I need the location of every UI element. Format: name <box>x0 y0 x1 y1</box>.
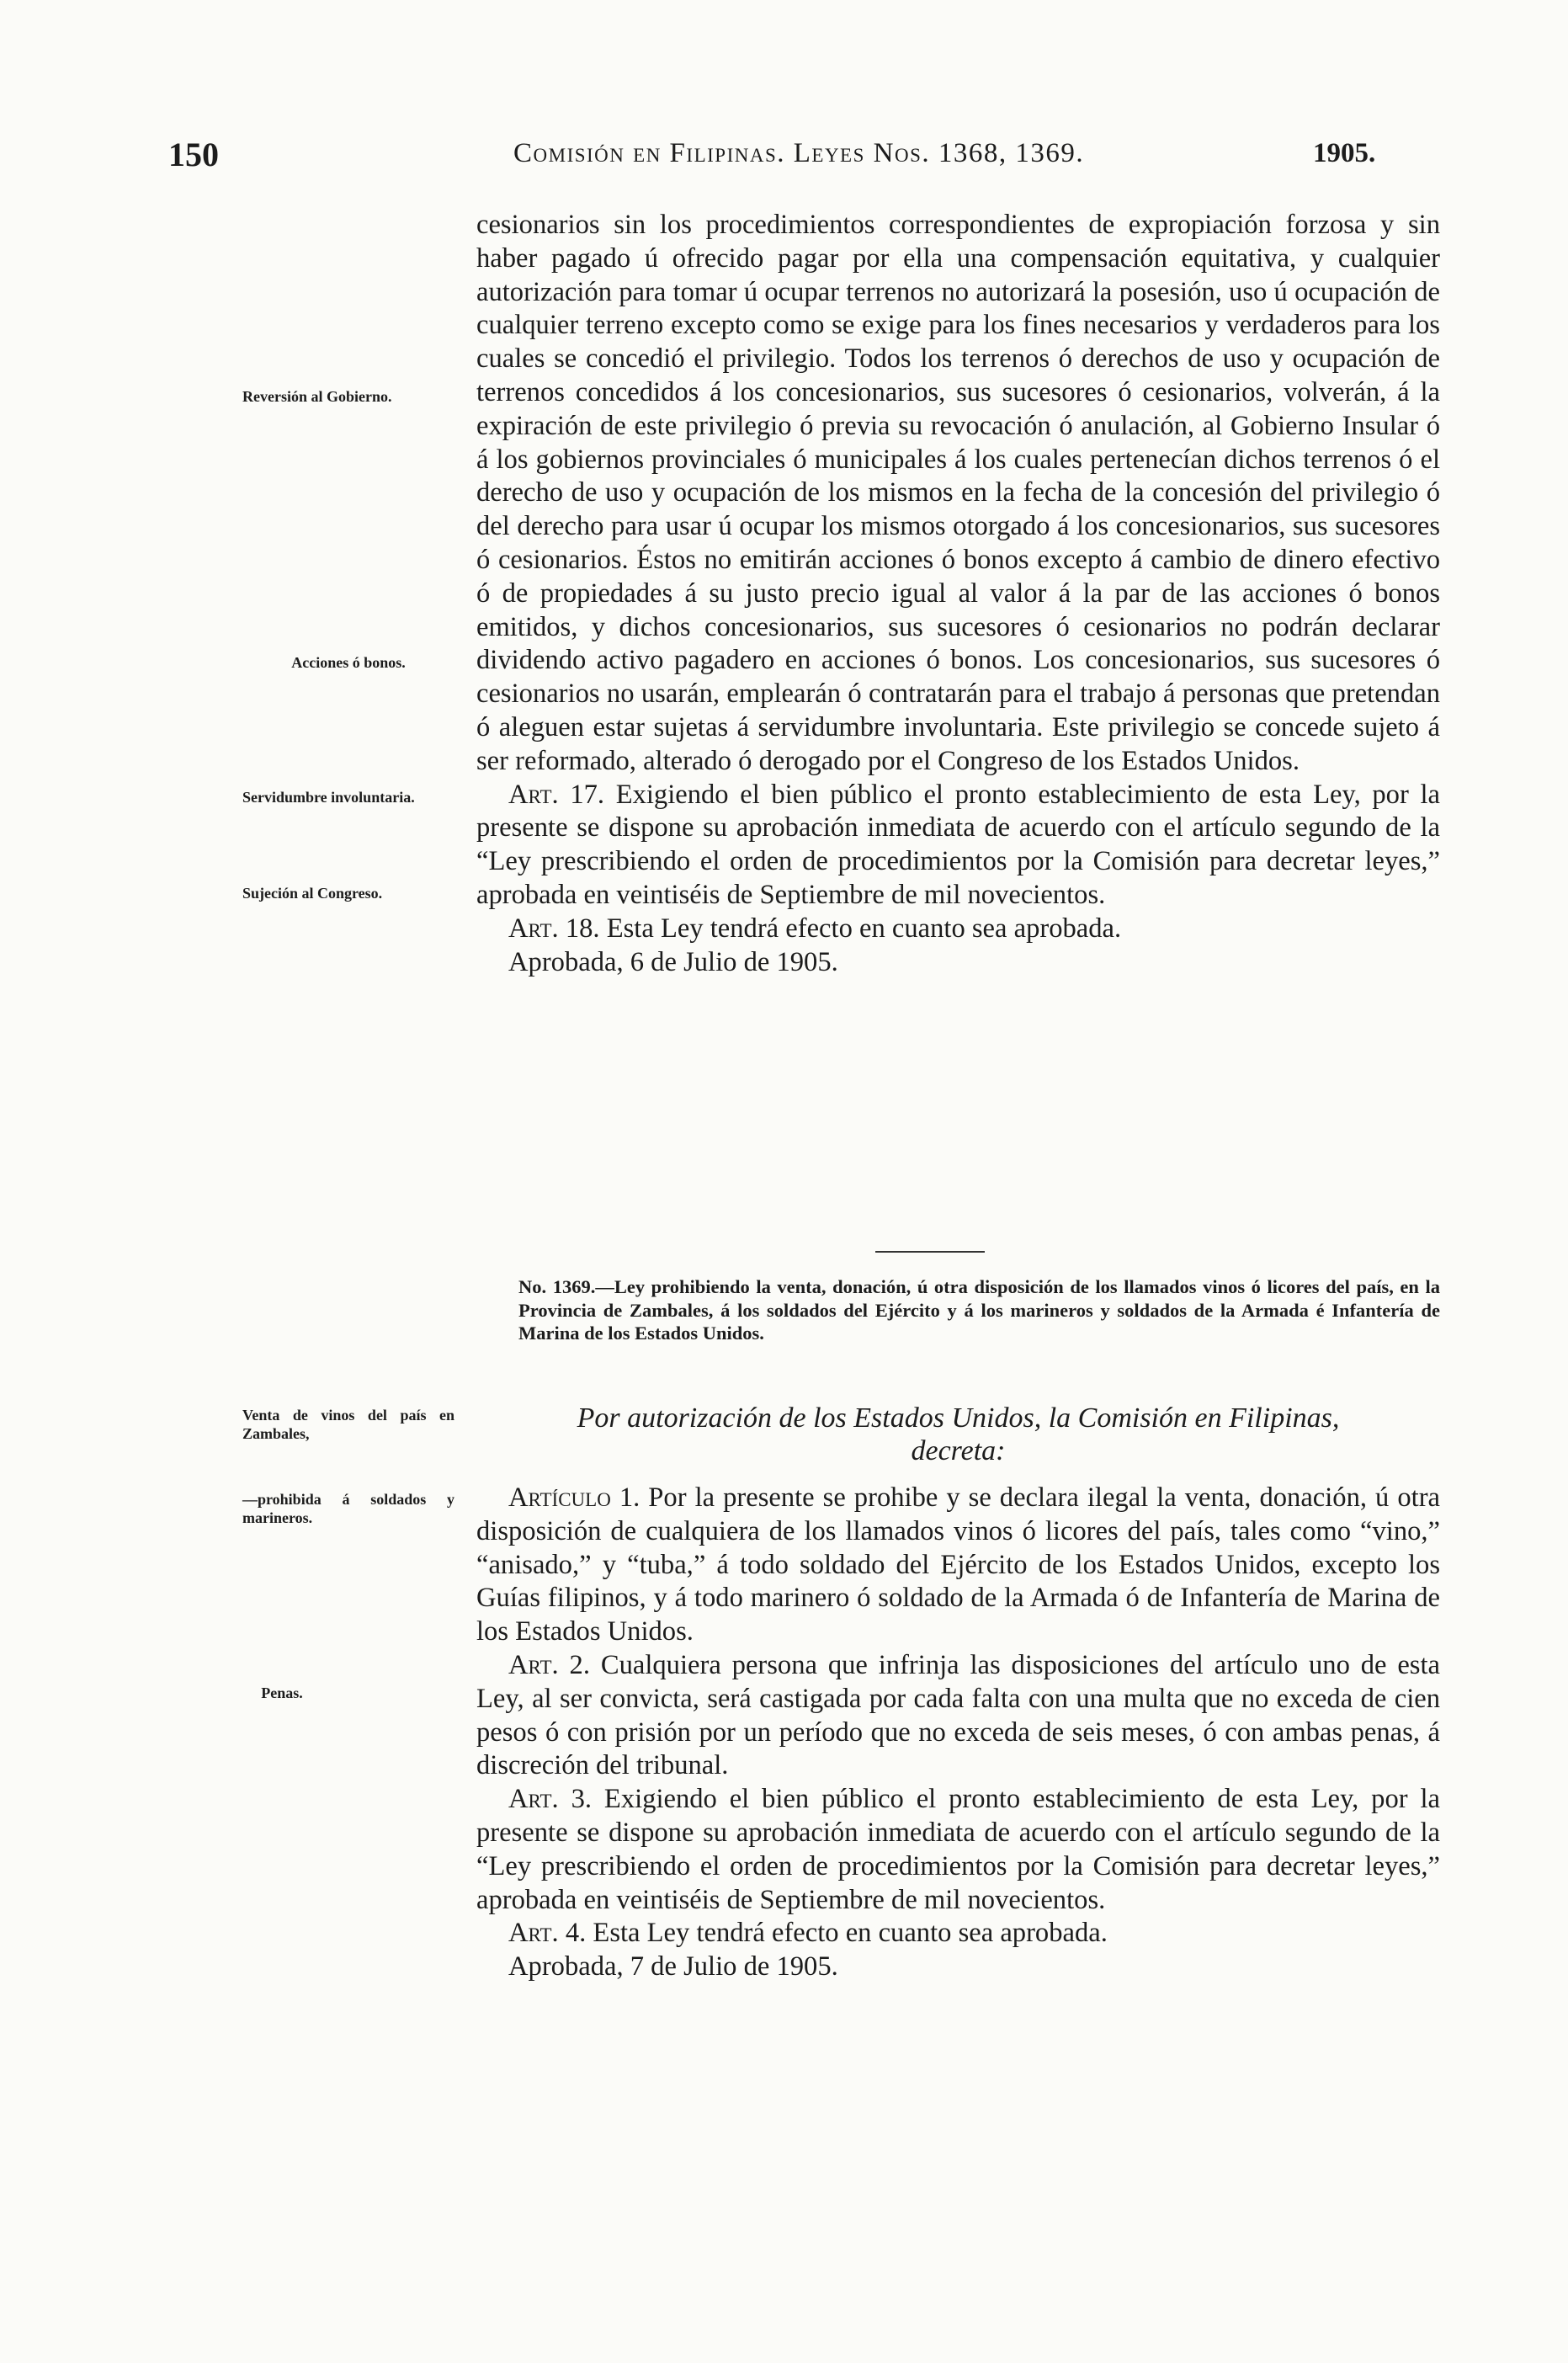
act-1368-paragraph: cesionarios sin los procedimientos correspondientes de expropiación forzosa y sin haber pagado ú ofrecido pagar por ella una compensación equitativa, y cualquier autorización para tomar ú ocupar terrenos no autorizará la posesión, uso ú ocupación de cualquier terreno excepto como se exige para los fines necesarios y verdaderos para los cuales se concedió el privilegio. Todos los terrenos ó derechos de uso y ocupación de terrenos concedidos á los concesionarios, sus sucesores ó cesionarios, volverán, á la expiración de este privilegio ó previa su revocación ó anulación, al Gobierno Insular ó á los gobiernos provinciales ó municipales á los cuales pertenecían dichos terrenos ó el derecho de uso y ocupación de los mismos en la fecha de la concesión del privilegio ó del derecho para usar ú ocupar los mismos otorgado á los concesionarios, sus sucesores ó cesionarios. Éstos no emitirán acciones ó bonos excepto á cambio de dinero efectivo ó de propiedades á su justo precio igual al valor á la par de las acciones ó bonos emitidos, y dichos concesionarios, sus sucesores ó cesionarios no podrán declarar dividendo activo pagadero en acciones ó bonos. Los concesionarios, sus sucesores ó cesionarios no usarán, emplearán ó contratarán para el trabajo á personas que pretendan ó aleguen estar sujetas á servidumbre involuntaria. Este privilegio se concede sujeto á ser reformado, alterado ó derogado por el Congreso de los Estados Unidos. <box>476 210 1440 776</box>
art-3 <box>476 1783 1440 1917</box>
running-head-year: 1905. <box>1313 138 1376 168</box>
art-3-text: Exigiendo el bien público el pronto establecimiento de esta Ley, por la presente se dispone su aprobación inmediata de acuerdo con el artículo segundo de la “Ley prescribiendo el orden de procedimientos por la Comisión para decretar leyes,” aprobada en veintiséis de Septiembre de mil novecientos. <box>476 1784 1440 1915</box>
approved-1369: Aprobada, 7 de Julio de 1905. <box>508 1951 838 1982</box>
page-header <box>0 135 1568 185</box>
art-1-label: Artículo 1. <box>508 1482 640 1513</box>
art-4-label: Art. 4. <box>508 1918 587 1949</box>
sidenote-venta: Venta de vinos del país en Zambales, <box>242 1407 454 1442</box>
sidenote-acciones: Acciones ó bonos. <box>291 654 406 671</box>
sidenote-servidumbre: Servidumbre involuntaria. <box>242 789 415 806</box>
art-1-text: Por la presente se prohibe y se declara ilegal la venta, donación, ú otra disposición de cualquiera de los llamados vinos ó licores del país, tales como “vino,” “anisado,” y “tuba,” á todo soldado del Ejército de los Estados Unidos, excepto los Guías filipinos, y á todo marinero ó soldado de la Armada ó de Infantería de Marina de los Estados Unidos. <box>476 1482 1441 1647</box>
decree-formula <box>476 1402 1440 1467</box>
sidenote-reversion: Reversión al Gobierno. <box>242 388 392 405</box>
running-head: Comisión en Filipinas. Leyes Nos. 1368, 1369. <box>513 138 1085 168</box>
art-18-text: Esta Ley tendrá efecto en cuanto sea aprobada. <box>606 913 1122 944</box>
art-1 <box>476 1482 1440 1649</box>
art-3-label: Art. 3. <box>508 1784 593 1815</box>
art-17-text: Exigiendo el bien público el pronto establecimiento de esta Ley, por la presente se dispone su aprobación inmediata de acuerdo con el artículo segundo de la “Ley prescribiendo el orden de procedimientos por la Comisión para decretar leyes,” aprobada en veintiséis de Septiembre de mil novecientos. <box>476 779 1440 910</box>
act-1368-body <box>476 209 1440 979</box>
act-1369-title <box>518 1275 1440 1345</box>
art-17-label: Art. 17. <box>508 779 605 810</box>
decree-line-1: Por autorización de los Estados Unidos, la Comisión en Filipinas, <box>577 1402 1340 1434</box>
sidenote-penas: Penas. <box>261 1684 303 1701</box>
approved-1368: Aprobada, 6 de Julio de 1905. <box>508 946 838 977</box>
sidenote-sujecion: Sujeción al Congreso. <box>242 885 383 902</box>
art-2-text: Cualquiera persona que infrinja las disposiciones del artículo uno de esta Ley, al ser convicta, será castigada por cada falta con una multa que no exceda de cien pesos ó con prisión por un período que no exceda de seis meses, ó con ambas penas, á discreción del tribunal. <box>476 1649 1440 1781</box>
art-4-text: Esta Ley tendrá efecto en cuanto sea aprobada. <box>593 1918 1108 1949</box>
art-18-label: Art. 18. <box>508 913 600 944</box>
page-number: 150 <box>168 136 219 173</box>
art-4 <box>476 1917 1440 1951</box>
sidenote-prohibida: —prohibida á soldados y marineros. <box>242 1491 454 1526</box>
act-1369-body <box>476 1482 1440 1984</box>
art-17 <box>476 779 1440 913</box>
art-2 <box>476 1649 1440 1783</box>
decree-line-2: decreta: <box>911 1435 1006 1466</box>
art-2-label: Art. 2. <box>508 1649 590 1680</box>
art-18 <box>476 913 1440 946</box>
act-1369-title-text: No. 1369.—Ley prohibiendo la venta, donación, ú otra disposición de los llamados vinos ó licores del país, en la Provincia de Zambales, á los soldados del Ejército y á los marineros y soldados de la Armada é Infantería de Marina de los Estados Unidos. <box>518 1276 1440 1344</box>
section-separator <box>875 1251 985 1253</box>
